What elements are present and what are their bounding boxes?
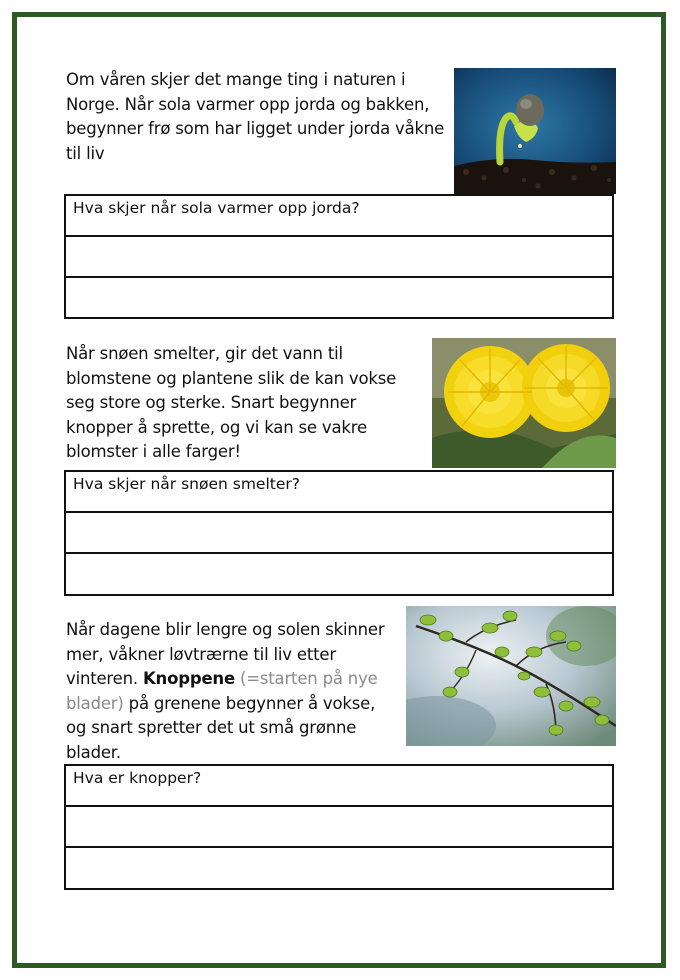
bold-term-knoppene: Knoppene	[142, 669, 235, 688]
question-text: Hva er knopper?	[66, 766, 612, 807]
answer-line-2[interactable]	[66, 278, 612, 317]
paragraph-snow: Når snøen smelter, gir det vann til blomstene og plantene slik de kan vokse seg store og sterke. Snart begynner knopper å sprette, og vi kan se vakre blomster i alle farger!	[66, 344, 397, 461]
answer-line-1[interactable]	[66, 237, 612, 278]
answer-line-1[interactable]	[66, 807, 612, 848]
paragraph-text-start: Når dagene blir lengre og solen skinner mer, våkner løvtrærne til liv etter vinteren.	[66, 620, 385, 688]
definition-note: (=starten på nye blader)	[66, 669, 378, 713]
paragraph-seeds: Om våren skjer det mange ting i naturen i Norge. Når sola varmer opp jorda og bakken, begynner frø som har ligget under jorda våkne til liv	[66, 70, 445, 163]
dandelion-flowers-image	[432, 338, 616, 468]
question-text: Hva skjer når sola varmer opp jorda?	[66, 196, 612, 237]
budding-branch-image	[406, 606, 616, 746]
paragraph-text-end: på grenene begynner å vokse, og snart spretter det ut små grønne blader.	[66, 693, 376, 762]
question-box-3	[64, 764, 614, 890]
answer-line-1[interactable]	[66, 513, 612, 554]
sprouting-seed-image	[454, 68, 616, 194]
paragraph-trees	[66, 618, 386, 765]
question-box-1	[64, 194, 614, 319]
answer-line-2[interactable]	[66, 554, 612, 594]
question-box-2	[64, 470, 614, 596]
question-text: Hva skjer når snøen smelter?	[66, 472, 612, 513]
answer-line-2[interactable]	[66, 848, 612, 888]
